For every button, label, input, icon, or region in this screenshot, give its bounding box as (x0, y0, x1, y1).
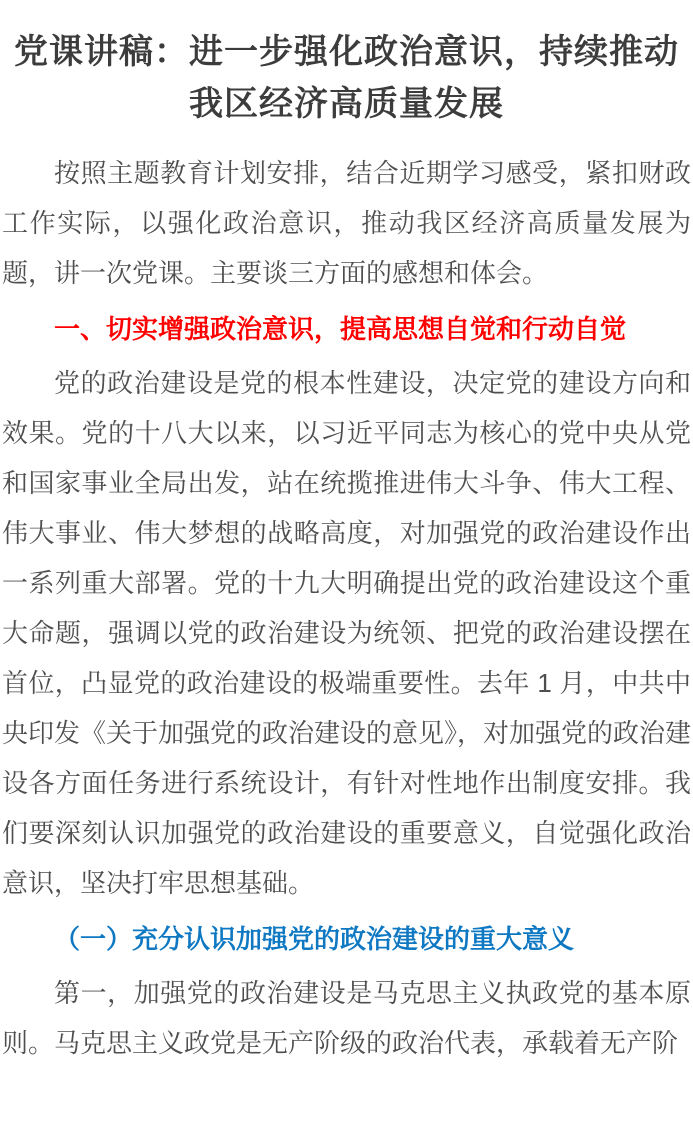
paragraph-section-1-body: 党的政治建设是党的根本性建设，决定党的建设方向和效果。党的十八大以来，以习近平同志为核心的党中央从党和国家事业全局出发，站在统揽推进伟大斗争、伟大工程、伟大事业、伟大梦想的战略高度，对加强党的政治建设作出一系列重大部署。党的十九大明确提出党的政治建设这个重大命题，强调以党的政治建设为统领、把党的政治建设摆在首位，凸显党的政治建设的极端重要性。去年 1 月，中共中央印发《关于加强党的政治建设的意见》，对加强党的政治建设各方面任务进行系统设计，有针对性地作出制度安排。我们要深刻认识加强党的政治建设的重要意义，自觉强化政治意识，坚决打牢思想基础。 (2, 368, 692, 898)
article-page (0, 26, 693, 1068)
subsection-heading-1-1: （一）充分认识加强党的政治建设的重大意义 (54, 924, 575, 954)
document-title: 党课讲稿：进一步强化政治意识，持续推动我区经济高质量发展 (14, 33, 679, 123)
paragraph-subsection-body-truncated: 第一，加强党的政治建设是马克思主义执政党的基本原则。马克思主义政党是无产阶级的政治代表，承载着无产阶 (2, 978, 691, 1058)
paragraph-intro: 按照主题教育计划安排，结合近期学习感受，紧扣财政工作实际，以强化政治意识，推动我区经济高质量发展为题，讲一次党课。主要谈三方面的感想和体会。 (2, 158, 691, 288)
section-heading-1: 一、切实增强政治意识，提高思想自觉和行动自觉 (54, 314, 627, 344)
